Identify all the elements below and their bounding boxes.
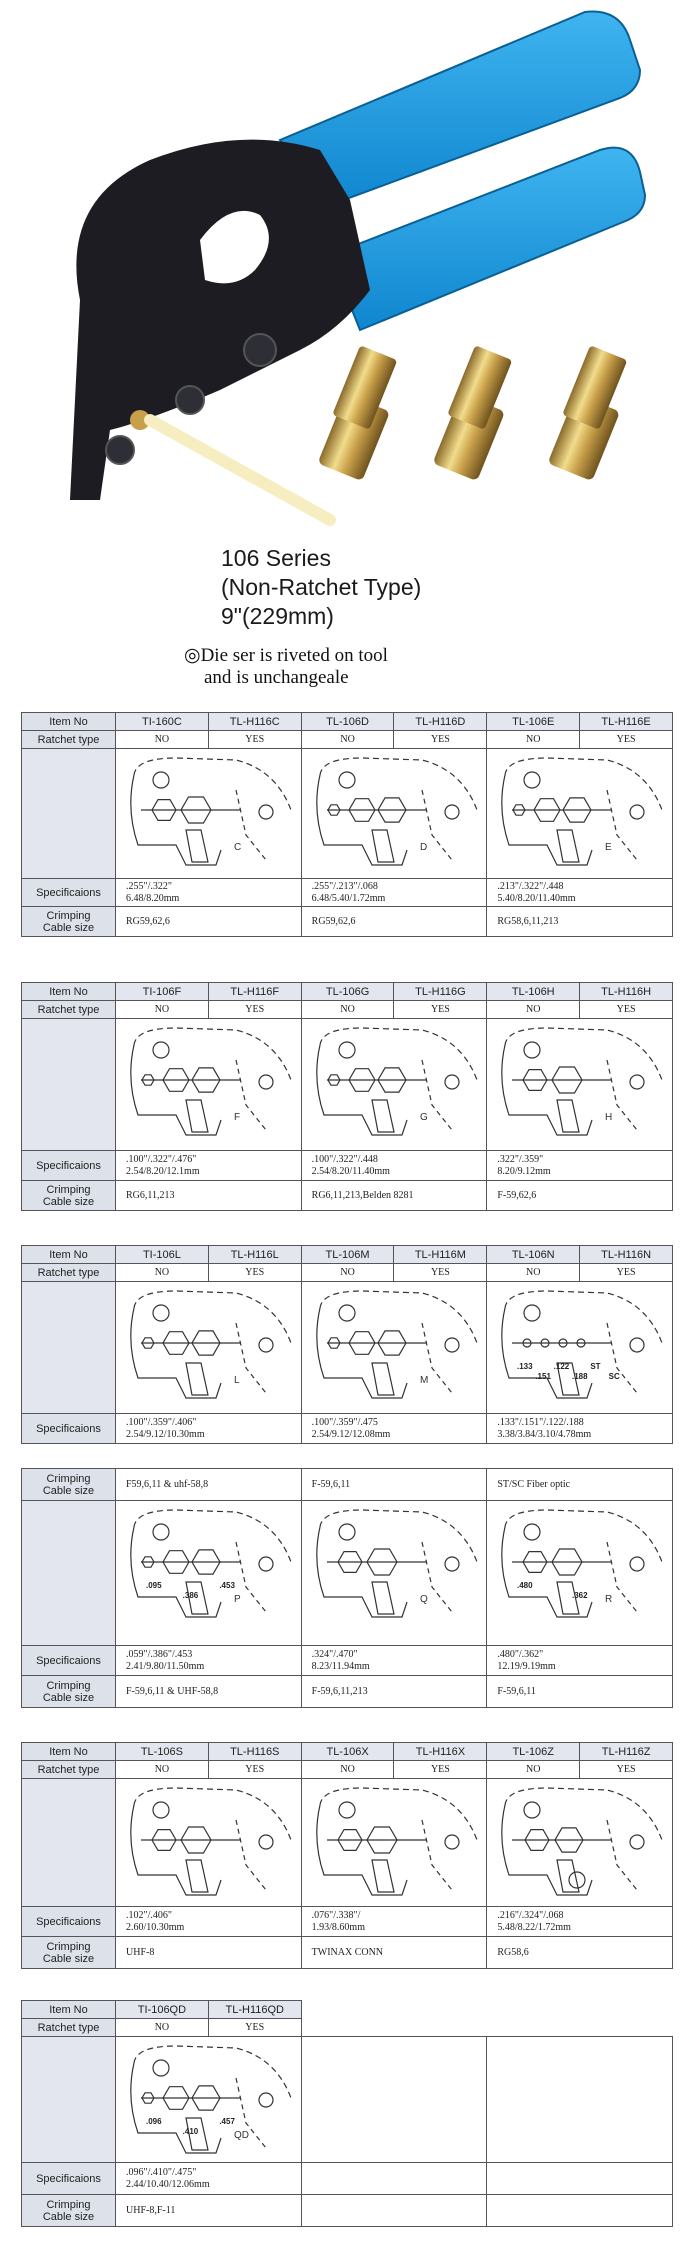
ratchet-value: YES [580, 1264, 673, 1282]
die-letter: P [234, 1593, 241, 1605]
spec-value: .255"/.213"/.068 6.48/5.40/1.72mm [301, 879, 487, 907]
item-no-label: Item No [22, 1743, 116, 1761]
die-drawing [301, 1019, 487, 1151]
crimping-label: Crimping Cable size [22, 1937, 116, 1969]
item-code: TL-106N [487, 1246, 580, 1264]
die-outline-drawing [487, 1020, 673, 1150]
die-outline-drawing [116, 1283, 302, 1413]
ratchet-label: Ratchet type [22, 1761, 116, 1779]
cable-size-value: F59,6,11 & uhf-58,8 [116, 1469, 302, 1501]
die-outline-drawing [487, 1502, 673, 1645]
die-letter: R [605, 1593, 613, 1605]
spec-value: .100"/.322"/.448 2.54/8.20/11.40mm [301, 1151, 487, 1181]
ratchet-value: YES [394, 1761, 487, 1779]
die-dimension-label: .453 [219, 1580, 235, 1590]
ratchet-value: NO [487, 1761, 580, 1779]
cable-size-value: F-59,6,11 & UHF-58,8 [116, 1676, 302, 1708]
die-letter: F [234, 1111, 241, 1123]
ratchet-value: YES [208, 2019, 301, 2037]
item-code: TL-106E [487, 713, 580, 731]
crimping-label: Crimping Cable size [22, 907, 116, 937]
empty-cell [487, 2195, 673, 2227]
spec-table-3 [21, 1245, 673, 1444]
die-drawing [487, 1501, 673, 1646]
item-code: TL-H116S [208, 1743, 301, 1761]
die-image-label [22, 2037, 116, 2163]
cable-size-value: F-59,6,11,213 [301, 1676, 487, 1708]
item-code: TL-106Z [487, 1743, 580, 1761]
item-code: TL-H116F [208, 983, 301, 1001]
die-drawing [301, 749, 487, 879]
item-code: TI-106L [116, 1246, 209, 1264]
empty-cell [301, 2001, 672, 2037]
spec-table-6 [21, 2000, 673, 2227]
series-title: 106 Series [221, 545, 331, 571]
ratchet-value: YES [394, 731, 487, 749]
die-letter: L [234, 1374, 240, 1386]
item-code: TL-106H [487, 983, 580, 1001]
crimping-label: Crimping Cable size [22, 1181, 116, 1211]
die-dimension-label: .410 [182, 2126, 199, 2136]
die-drawing [116, 749, 302, 879]
spec-label: Specificaions [22, 1414, 116, 1444]
item-code: TL-H116X [394, 1743, 487, 1761]
die-outline-drawing [302, 1780, 488, 1906]
die-note [184, 645, 388, 689]
die-letter: G [419, 1111, 428, 1123]
cable-size-value: F-59,62,6 [487, 1181, 673, 1211]
item-code: TL-H116N [580, 1246, 673, 1264]
spec-label: Specificaions [22, 2163, 116, 2195]
die-dimension-label: SC [608, 1371, 621, 1381]
cable-size-value: RG59,62,6 [116, 907, 302, 937]
die-outline-drawing [302, 1283, 488, 1413]
ratchet-value: NO [301, 731, 394, 749]
die-drawing [116, 1019, 302, 1151]
cable-size-value: RG59,62,6 [301, 907, 487, 937]
die-letter: H [605, 1111, 613, 1123]
ratchet-label: Ratchet type [22, 1264, 116, 1282]
cable-size-value: F-59,6,11 [301, 1469, 487, 1501]
spec-value: .255"/.322" 6.48/8.20mm [116, 879, 302, 907]
series-length: 9"(229mm) [221, 603, 334, 629]
die-drawing [487, 1282, 673, 1414]
die-dimension-label: .096 [146, 2116, 162, 2126]
item-code: TI-106F [116, 983, 209, 1001]
empty-cell [301, 2037, 487, 2163]
empty-cell [487, 2037, 673, 2163]
die-outline-drawing [116, 750, 302, 878]
cable-illustration [150, 420, 330, 520]
die-drawing [116, 1501, 302, 1646]
ratchet-value: NO [116, 1264, 209, 1282]
die-dimension-label: .133 [517, 1361, 533, 1371]
die-drawing [487, 1019, 673, 1151]
die-letter: M [419, 1374, 428, 1386]
cable-size-value: UHF-8 [116, 1937, 302, 1969]
die-dimension-label: .362 [572, 1590, 588, 1600]
f-connector-2 [433, 345, 513, 481]
spec-value: .322"/.359" 8.20/9.12mm [487, 1151, 673, 1181]
spec-label: Specificaions [22, 1907, 116, 1937]
spec-value: .100"/.359"/.475 2.54/9.12/12.08mm [301, 1414, 487, 1444]
item-no-label: Item No [22, 1246, 116, 1264]
item-code: TL-H116G [394, 983, 487, 1001]
item-code: TI-106QD [116, 2001, 209, 2019]
item-code: TL-H116L [208, 1246, 301, 1264]
crimping-label: Crimping Cable size [22, 1469, 116, 1501]
ratchet-value: YES [394, 1264, 487, 1282]
die-drawing [301, 1779, 487, 1907]
die-drawing [116, 2037, 302, 2163]
spec-value: .096"/.410"/.475" 2.44/10.40/12.06mm [116, 2163, 302, 2195]
item-code: TL-H116QD [208, 2001, 301, 2019]
ratchet-value: NO [487, 1264, 580, 1282]
spec-label: Specificaions [22, 1646, 116, 1676]
ratchet-value: YES [580, 1761, 673, 1779]
item-code: TL-106M [301, 1246, 394, 1264]
spec-value: .100"/.359"/.406" 2.54/9.12/10.30mm [116, 1414, 302, 1444]
ratchet-label: Ratchet type [22, 2019, 116, 2037]
ratchet-value: YES [208, 1761, 301, 1779]
ratchet-value: YES [208, 731, 301, 749]
die-outline-drawing [487, 1780, 673, 1906]
ratchet-value: YES [394, 1001, 487, 1019]
die-outline-drawing [487, 1283, 673, 1413]
empty-cell [487, 2163, 673, 2195]
die-outline-drawing [116, 1502, 302, 1645]
die-dimension-label: .188 [572, 1371, 588, 1381]
ratchet-value: NO [301, 1264, 394, 1282]
note-line-1: ◎Die ser is riveted on tool [184, 645, 388, 666]
ratchet-label: Ratchet type [22, 1001, 116, 1019]
cable-size-value: RG6,11,213 [116, 1181, 302, 1211]
item-code: TL-106X [301, 1743, 394, 1761]
ratchet-value: NO [116, 1761, 209, 1779]
spec-value: .133"/.151"/.122/.188 3.38/3.84/3.10/4.78mm [487, 1414, 673, 1444]
spec-table-4 [21, 1468, 673, 1708]
f-connector-1 [318, 345, 398, 481]
die-dimension-label: .386 [182, 1590, 199, 1600]
ratchet-value: YES [208, 1001, 301, 1019]
item-no-label: Item No [22, 983, 116, 1001]
note-line-2: and is unchangeale [204, 667, 349, 688]
cable-size-value: RG6,11,213,Belden 8281 [301, 1181, 487, 1211]
die-image-label [22, 749, 116, 879]
die-drawing [301, 1501, 487, 1646]
die-dimension-label: .457 [219, 2116, 235, 2126]
die-outline-drawing [302, 1502, 488, 1645]
die-drawing [487, 749, 673, 879]
die-letter: Q [419, 1593, 428, 1605]
cable-size-value: RG58,6,11,213 [487, 907, 673, 937]
crimping-label: Crimping Cable size [22, 1676, 116, 1708]
item-code: TL-H116M [394, 1246, 487, 1264]
spec-value: .100"/.322"/.476" 2.54/8.20/12.1mm [116, 1151, 302, 1181]
f-connector-3 [548, 345, 628, 481]
die-outline-drawing [116, 1780, 302, 1906]
item-code: TL-106G [301, 983, 394, 1001]
die-dimension-label: .480 [517, 1580, 533, 1590]
item-code: TI-160C [116, 713, 209, 731]
item-code: TL-106S [116, 1743, 209, 1761]
spec-value: .213"/.322"/.448 5.40/8.20/11.40mm [487, 879, 673, 907]
die-outline-drawing [302, 1020, 488, 1150]
cable-size-value: TWINAX CONN [301, 1937, 487, 1969]
spec-label: Specificaions [22, 879, 116, 907]
spec-value: .076"/.338"/ 1.93/8.60mm [301, 1907, 487, 1937]
die-outline-drawing [487, 750, 673, 878]
item-code: TL-H116E [580, 713, 673, 731]
item-no-label: Item No [22, 2001, 116, 2019]
cable-size-value: RG58,6 [487, 1937, 673, 1969]
item-code: TL-H116C [208, 713, 301, 731]
cable-size-value: UHF-8,F-11 [116, 2195, 302, 2227]
die-letter: C [234, 841, 242, 853]
die-outline-drawing [116, 2038, 302, 2162]
die-letter: E [605, 841, 612, 853]
cable-size-value: F-59,6,11 [487, 1676, 673, 1708]
die-dimension-label: .095 [146, 1580, 162, 1590]
spec-table-1 [21, 712, 673, 937]
series-heading [221, 544, 421, 631]
die-dimension-label: .122 [553, 1361, 570, 1371]
die-drawing [487, 1779, 673, 1907]
empty-cell [301, 2163, 487, 2195]
ratchet-value: NO [301, 1761, 394, 1779]
ratchet-value: YES [208, 1264, 301, 1282]
die-letter: D [419, 841, 427, 853]
die-drawing [301, 1282, 487, 1414]
empty-cell [301, 2195, 487, 2227]
spec-table-5 [21, 1742, 673, 1969]
item-code: TL-106D [301, 713, 394, 731]
item-code: TL-H116H [580, 983, 673, 1001]
ratchet-value: NO [116, 2019, 209, 2037]
ratchet-value: YES [580, 731, 673, 749]
die-outline-drawing [116, 1020, 302, 1150]
die-dimension-label: ST [590, 1361, 601, 1371]
cable-size-value: ST/SC Fiber optic [487, 1469, 673, 1501]
die-image-label [22, 1779, 116, 1907]
ratchet-value: NO [487, 731, 580, 749]
spec-value: .324"/.470" 8.23/11.94mm [301, 1646, 487, 1676]
spec-value: .059"/.386"/.453 2.41/9.80/11.50mm [116, 1646, 302, 1676]
spec-label: Specificaions [22, 1151, 116, 1181]
ratchet-value: YES [580, 1001, 673, 1019]
crimping-tool-illustration [0, 0, 684, 540]
die-letter: QD [234, 2129, 249, 2141]
crimping-label: Crimping Cable size [22, 2195, 116, 2227]
ratchet-value: NO [301, 1001, 394, 1019]
item-code: TL-H116Z [580, 1743, 673, 1761]
item-code: TL-H116D [394, 713, 487, 731]
die-image-label [22, 1019, 116, 1151]
ratchet-value: NO [116, 731, 209, 749]
item-no-label: Item No [22, 713, 116, 731]
die-drawing [116, 1779, 302, 1907]
die-image-label [22, 1501, 116, 1646]
ratchet-value: NO [487, 1001, 580, 1019]
series-type: (Non-Ratchet Type) [221, 574, 422, 600]
spec-value: .102"/.406" 2.60/10.30mm [116, 1907, 302, 1937]
spec-table-2 [21, 982, 673, 1211]
ratchet-label: Ratchet type [22, 731, 116, 749]
die-outline-drawing [302, 750, 488, 878]
die-drawing [116, 1282, 302, 1414]
die-dimension-label: .151 [535, 1371, 552, 1381]
spec-value: .216"/.324"/.068 5.48/8.22/1.72mm [487, 1907, 673, 1937]
spec-value: .480"/.362" 12.19/9.19mm [487, 1646, 673, 1676]
die-image-label [22, 1282, 116, 1414]
ratchet-value: NO [116, 1001, 209, 1019]
